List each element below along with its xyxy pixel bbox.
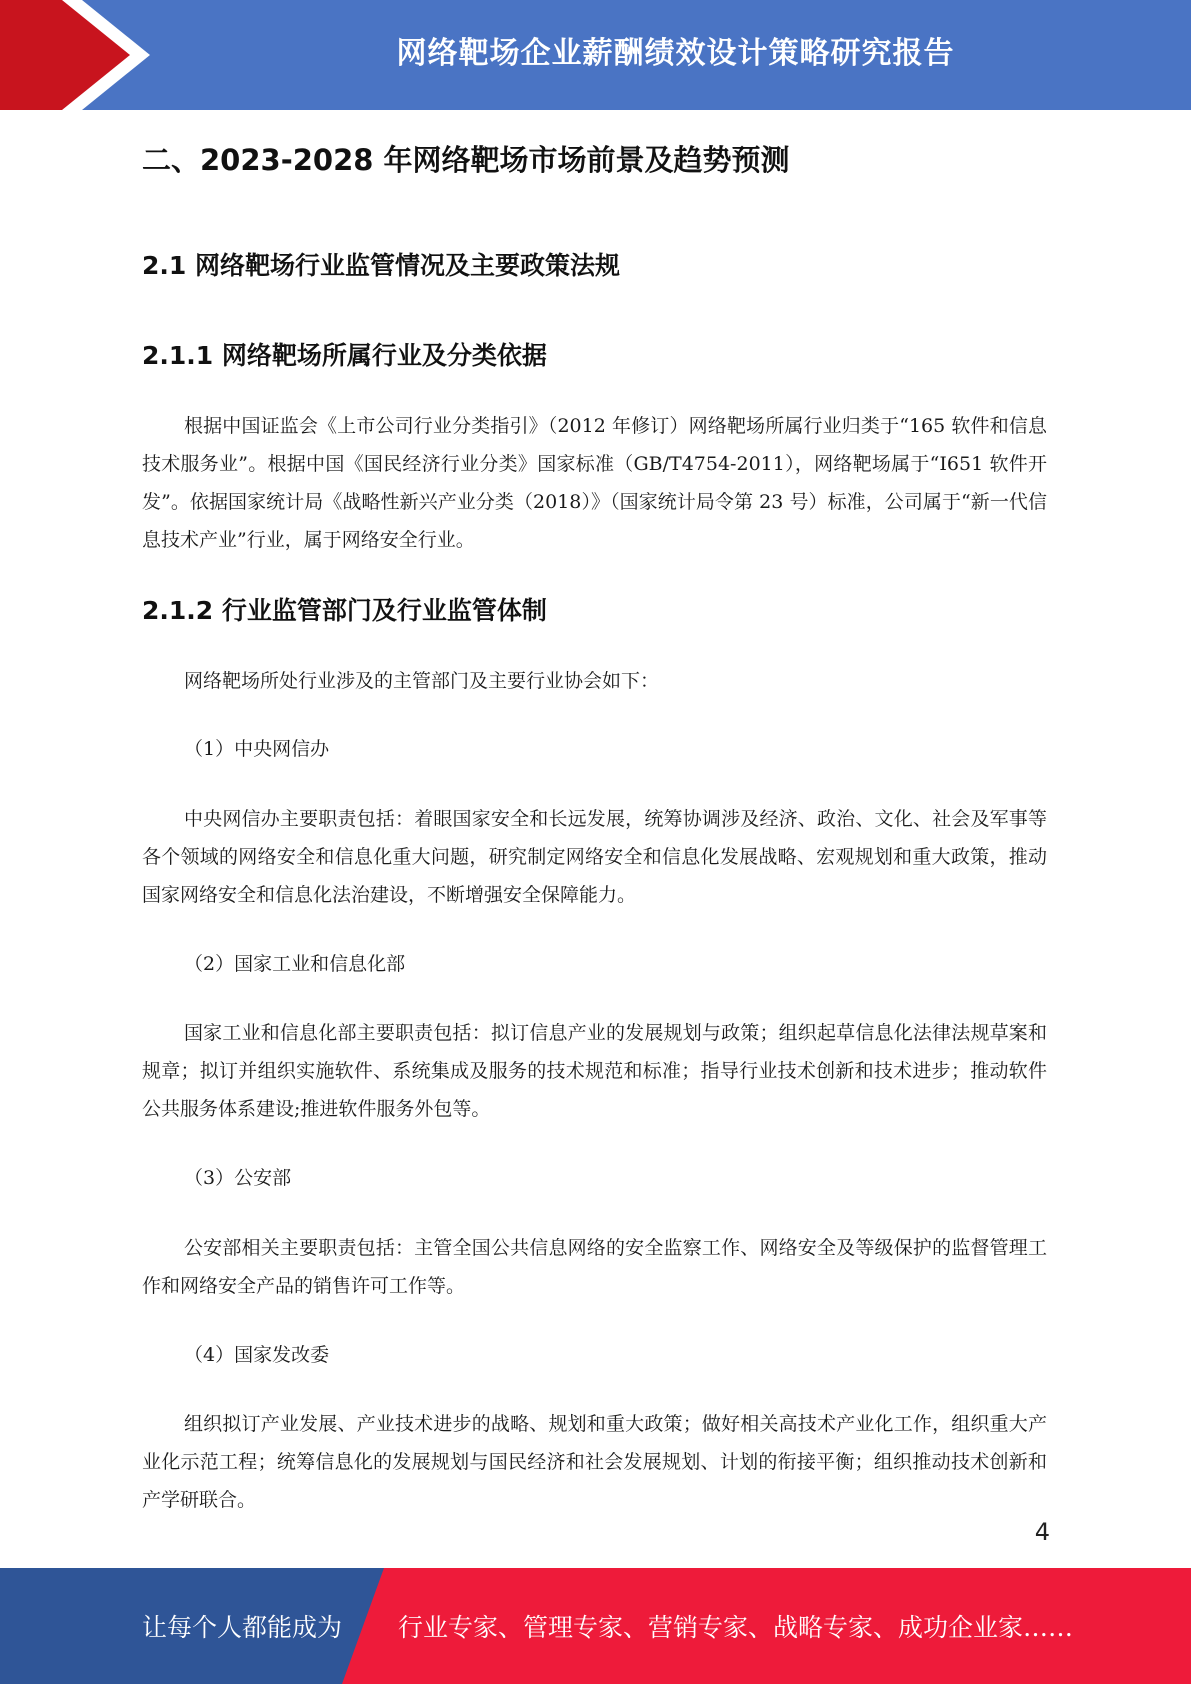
paragraph-industry-classification: 根据中国证监会《上市公司行业分类指引》（2012 年修订）网络靶场所属行业归类于“165 软件和信息技术服务业”。根据中国《国民经济行业分类》国家标准（GB/T4754-2011），网络靶场属于“I651 软件开发”。依据国家统计局《战略性新兴产业分类（2018）》（国家统计局令第 23 号）标准，公司属于“新一代信息技术产业”行业，属于网络安全行业。 [142, 415, 1047, 551]
subsection-heading-2-1: 2.1 网络靶场行业监管情况及主要政策法规 [142, 251, 620, 280]
report-title: 网络靶场企业薪酬绩效设计策略研究报告 [396, 36, 955, 71]
paragraph-item-text: 公安部相关主要职责包括：主管全国公共信息网络的安全监察工作、网络安全及等级保护的监督管理工作和网络安全产品的销售许可工作等。 [142, 1237, 1047, 1297]
list-item-label: （2）国家工业和信息化部 [184, 953, 406, 975]
section-heading: 二、2023-2028 年网络靶场市场前景及趋势预测 [142, 143, 790, 177]
list-item-label: （4）国家发改委 [184, 1344, 330, 1366]
paragraph-intro: 网络靶场所处行业涉及的主管部门及主要行业协会如下： [184, 670, 660, 692]
subsection-heading-2-1-1: 2.1.1 网络靶场所属行业及分类依据 [142, 341, 547, 370]
subsection-heading-2-1-2: 2.1.2 行业监管部门及行业监管体制 [142, 596, 547, 625]
page-footer [0, 1568, 1191, 1684]
list-item-label: （3）公安部 [184, 1167, 292, 1189]
footer-slogan-left: 让每个人都能成为 [142, 1613, 343, 1642]
page-number: 4 [1034, 1518, 1050, 1546]
list-item-label: （1）中央网信办 [184, 738, 330, 760]
page-header [0, 0, 1191, 110]
paragraph-item-text: 国家工业和信息化部主要职责包括：拟订信息产业的发展规划与政策；组织起草信息化法律法规草案和规章；拟订并组织实施软件、系统集成及服务的技术规范和标准；指导行业技术创新和技术进步；推动软件公共服务体系建设;推进软件服务外包等。 [142, 1022, 1047, 1120]
footer-slogan-right: 行业专家、管理专家、营销专家、战略专家、成功企业家…… [398, 1613, 1074, 1642]
paragraph-item-text: 中央网信办主要职责包括：着眼国家安全和长远发展，统筹协调涉及经济、政治、文化、社会及军事等各个领域的网络安全和信息化重大问题，研究制定网络安全和信息化发展战略、宏观规划和重大政策，推动国家网络安全和信息化法治建设，不断增强安全保障能力。 [142, 808, 1047, 906]
paragraph-item-text: 组织拟订产业发展、产业技术进步的战略、规划和重大政策；做好相关高技术产业化工作，组织重大产业化示范工程；统筹信息化的发展规划与国民经济和社会发展规划、计划的衔接平衡；组织推动技术创新和产学研联合。 [142, 1413, 1047, 1511]
